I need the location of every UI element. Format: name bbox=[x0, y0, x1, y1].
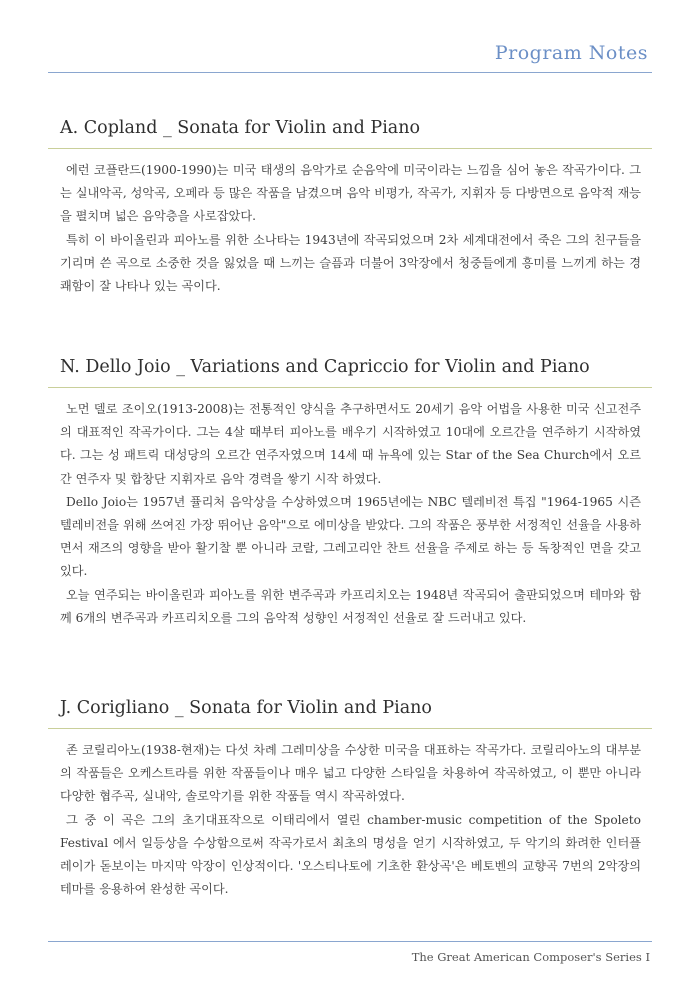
section-body bbox=[60, 739, 641, 901]
paragraph: 특히 이 바이올린과 피아노를 위한 소나타는 1943년에 작곡되었으며 2차 세계대전에서 죽은 그의 친구들을 기리며 쓴 곡으로 소중한 것을 잃었을 때 느끼는 슬픔과 더불어 3악장에서 청중들에게 흥미를 느끼게 하는 경쾌함이 잘 나타나 있는 곡이다. bbox=[60, 232, 641, 294]
section-title: J. Corigliano _ Sonata for Violin and Piano bbox=[48, 698, 652, 729]
page-title: Program Notes bbox=[494, 42, 648, 64]
paragraph: Dello Joio는 1957년 퓰리처 음악상을 수상하였으며 1965년에는 NBC 텔레비전 특집 "1964-1965 시즌 텔레비전을 위해 쓰여진 가장 뛰어난 음악"으로 에미상을 받았다. 그의 작품은 풍부한 서정적인 선율을 사용하면서 재즈의 영향을 받아 활기찰 뿐 아니라 코랄, 그레고리안 찬트 선율을 주제로 하는 등 독창적인 면을 갖고 있다. bbox=[60, 494, 641, 579]
section-dello-joio bbox=[48, 357, 652, 630]
paragraph: 오늘 연주되는 바이올린과 피아노를 위한 변주곡과 카프리치오는 1948년 작곡되어 출판되었으며 테마와 함께 6개의 변주곡과 카프리치오를 그의 음악적 성향인 서정적인 선율로 잘 드러내고 있다. bbox=[60, 587, 641, 625]
paragraph: 노먼 델로 조이오(1913-2008)는 전통적인 양식을 추구하면서도 20세기 음악 어법을 사용한 미국 신고전주의 대표적인 작곡가이다. 그는 4살 때부터 피아노를 배우기 시작하였고 10대에 오르간을 연주하기 시작하였다. 그는 성 패트릭 대성당의 오르간 연주자였으며 14세 때 뉴욕에 있는 Star of the Sea Church에서 오르간 연주자 및 합창단 지휘자로 음악 경력을 쌓기 시작 하였다. bbox=[60, 402, 641, 486]
paragraph: 에런 코플란드(1900-1990)는 미국 태생의 음악가로 순음악에 미국이라는 느낌을 심어 놓은 작곡가이다. 그는 실내악곡, 성악곡, 오페라 등 많은 작품을 남겼으며 음악 비평가, 작곡가, 지휘자 등 다방면으로 음악적 재능을 펼치며 넓은 음악층을 사로잡았다. bbox=[60, 163, 641, 224]
section-title: A. Copland _ Sonata for Violin and Piano bbox=[48, 118, 652, 149]
section-body bbox=[60, 398, 641, 630]
footer-series-title: The Great American Composer's Series I bbox=[411, 950, 650, 964]
section-body bbox=[60, 159, 641, 298]
paragraph: 존 코릴리아노(1938-현재)는 다섯 차례 그레미상을 수상한 미국을 대표하는 작곡가다. 코릴리아노의 대부분의 작품들은 오케스트라를 위한 작품들이나 매우 넓고 다양한 스타일을 차용하여 작곡하였고, 이 뿐만 아니라 다양한 협주곡, 실내악, 솔로악기를 위한 작품들 역시 작곡하였다. bbox=[60, 743, 641, 804]
page-footer bbox=[48, 941, 652, 964]
section-corigliano bbox=[48, 698, 652, 901]
section-copland bbox=[48, 118, 652, 298]
page-header bbox=[48, 40, 652, 73]
paragraph: 그 중 이 곡은 그의 초기대표작으로 이태리에서 열린 chamber-music competition of the Spoleto Festival 에서 일등상을 수상함으로써 작곡가로서 최초의 명성을 얻기 시작하였고, 두 악기의 화려한 인터플레이가 돋보이는 마지막 악장이 인상적이다. '오스티나토에 기초한 환상곡'은 베토벤의 교향곡 7번의 2악장의 테마를 응용하여 완성한 곡이다. bbox=[60, 812, 641, 897]
section-title: N. Dello Joio _ Variations and Capriccio for Violin and Piano bbox=[48, 357, 652, 388]
